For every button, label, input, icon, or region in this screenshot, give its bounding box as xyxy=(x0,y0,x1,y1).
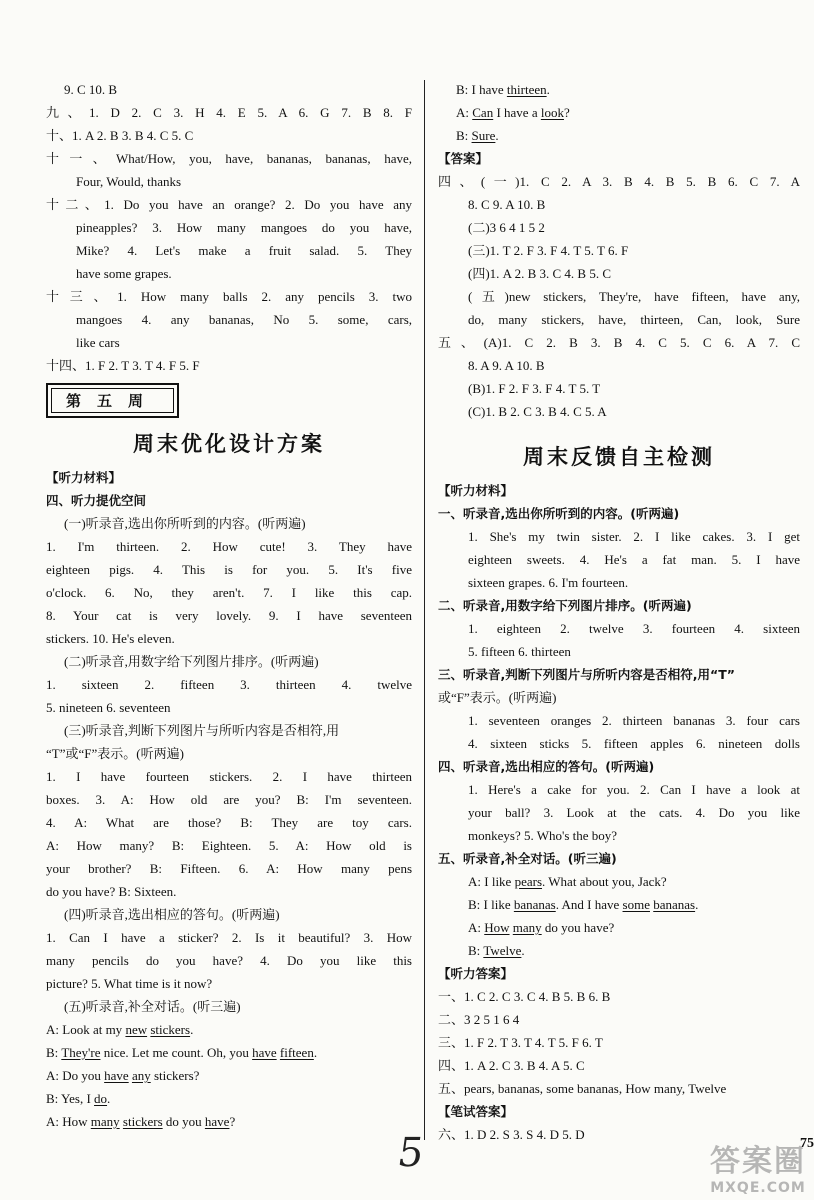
text-line: have some grapes. xyxy=(76,266,172,281)
text-line: monkeys? 5. Who's the boy? xyxy=(468,828,618,843)
text-line: (C)1. B 2. C 3. B 4. C 5. A xyxy=(468,404,607,419)
text-line: (五)new stickers, They're, have fifteen, have any, xyxy=(468,289,800,304)
text-line: pineapples? 3. How many mangoes do you have, xyxy=(76,220,412,235)
text-line: 5. fifteen 6. thirteen xyxy=(468,644,571,659)
watermark-main: 答案圈 xyxy=(710,1144,806,1179)
text-line: your brother? B: Fifteen. 6. A: How many pens xyxy=(46,861,412,876)
text-line: (四)听录音,选出相应的答句。(听两遍) xyxy=(64,907,280,922)
dialog-line: A: How many do you have? xyxy=(468,920,615,935)
text-line: 1. eighteen 2. twelve 3. fourteen 4. sixteen xyxy=(468,621,800,636)
dialog-line: B: Twelve. xyxy=(468,943,525,958)
text-line: 1. I'm thirteen. 2. How cute! 3. They have xyxy=(46,539,412,554)
text-line: your ball? 3. Look at the cats. 4. Do you like xyxy=(468,805,800,820)
text-line: 1. I have fourteen stickers. 2. I have thirteen xyxy=(46,769,412,784)
dialog-line: A: Do you have any stickers? xyxy=(46,1068,200,1083)
text-line: 或“F”表示。(听两遍) xyxy=(438,690,557,705)
text-line: sixteen grapes. 6. I'm fourteen. xyxy=(468,575,629,590)
text-line: 1. seventeen oranges 2. thirteen bananas 3. four cars xyxy=(468,713,800,728)
text-line: 一、听录音,选出你所听到的内容。(听两遍) xyxy=(438,506,680,521)
text-line: 1. Can I have a sticker? 2. Is it beautiful? 3. How xyxy=(46,930,412,945)
text-line: 8. Your cat is very lovely. 9. I have seventeen xyxy=(46,608,412,623)
dialog-line: A: Can I have a look? xyxy=(456,105,570,120)
column-divider xyxy=(424,80,425,1140)
text-line: 5. nineteen 6. seventeen xyxy=(46,700,171,715)
right-column xyxy=(438,78,800,1146)
text-line: 四、听录音,选出相应的答句。(听两遍) xyxy=(438,759,655,774)
text-line: picture? 5. What time is it now? xyxy=(46,976,213,991)
text-line: 三、听录音,判断下列图片与所听内容是否相符,用“T” xyxy=(438,667,735,682)
text-line: 1. sixteen 2. fifteen 3. thirteen 4. twelve xyxy=(46,677,412,692)
text-line: 一、1. C 2. C 3. C 4. B 5. B 6. B xyxy=(438,989,611,1004)
text-line: Mike? 4. Let's make a fruit salad. 5. They xyxy=(76,243,412,258)
text-line: 十四、1. F 2. T 3. T 4. F 5. F xyxy=(46,358,200,373)
text-line: Four, Would, thanks xyxy=(76,174,182,189)
section-title-optimize: 周末优化设计方案 xyxy=(133,432,325,456)
corner-page-number: 75 xyxy=(800,1136,814,1151)
week-label: 第五周 xyxy=(51,388,174,413)
dialog-line: A: How many stickers do you have? xyxy=(46,1114,236,1129)
right-dialog-top xyxy=(438,78,800,147)
text-line: 9. C 10. B xyxy=(64,82,118,97)
text-line: “T”或“F”表示。(听两遍) xyxy=(46,746,184,761)
text-line: stickers. 10. He's eleven. xyxy=(46,631,175,646)
text-line: 1. Here's a cake for you. 2. Can I have a look at xyxy=(468,782,800,797)
text-line: (一)听录音,选出你所听到的内容。(听两遍) xyxy=(64,516,306,531)
text-line: mangoes 4. any bananas, No 5. some, cars, xyxy=(76,312,412,327)
text-line: A: How many? B: Eighteen. 5. A: How old is xyxy=(46,838,412,853)
right-dialog xyxy=(438,870,800,962)
text-line: 【答案】 xyxy=(438,151,489,166)
text-line: eighteen pigs. 4. This is for you. 5. It's five xyxy=(46,562,412,577)
text-line: (四)1. A 2. B 3. C 4. B 5. C xyxy=(468,266,612,281)
text-line: 九、1. D 2. C 3. H 4. E 5. A 6. G 7. B 8. F xyxy=(46,105,412,120)
dialog-line: B: They're nice. Let me count. Oh, you have fifteen. xyxy=(46,1045,318,1060)
text-line: 十三、1. How many balls 2. any pencils 3. two xyxy=(46,289,412,304)
dialog-line: B: I have thirteen. xyxy=(456,82,550,97)
section-title-feedback: 周末反馈自主检测 xyxy=(523,445,715,469)
text-line: 【听力答案】 xyxy=(438,966,514,981)
text-line: 4. A: What are those? B: They are toy cars. xyxy=(46,815,412,830)
text-line: 十、1. A 2. B 3. B 4. C 5. C xyxy=(46,128,194,143)
text-line: 十二、1. Do you have an orange? 2. Do you have any xyxy=(46,197,412,212)
text-line: boxes. 3. A: How old are you? B: I'm seventeen. xyxy=(46,792,412,807)
handwritten-page-number: 5 xyxy=(394,1130,427,1176)
text-line: like cars xyxy=(76,335,120,350)
text-line: (三)1. T 2. F 3. F 4. T 5. T 6. F xyxy=(468,243,629,258)
text-line: 【听力材料】 xyxy=(438,483,514,498)
text-line: 【笔试答案】 xyxy=(438,1104,514,1119)
dialog-line: B: Sure. xyxy=(456,128,499,143)
text-line: 【听力材料】 xyxy=(46,470,122,485)
text-line: 十一、What/How, you, have, bananas, bananas, have, xyxy=(46,151,412,166)
text-line: 四、听力提优空间 xyxy=(46,493,147,508)
text-line: (五)听录音,补全对话。(听三遍) xyxy=(64,999,241,1014)
text-line: 1. She's my twin sister. 2. I like cakes. 3. I get xyxy=(468,529,800,544)
text-line: (B)1. F 2. F 3. F 4. T 5. T xyxy=(468,381,601,396)
text-line: 四、(一)1. C 2. A 3. B 4. B 5. B 6. C 7. A xyxy=(438,174,800,189)
text-line: (三)听录音,判断下列图片与所听内容是否相符,用 xyxy=(64,723,340,738)
text-line: do, many stickers, have, thirteen, Can, look, Sure xyxy=(468,312,800,327)
text-line: 四、1. A 2. C 3. B 4. A 5. C xyxy=(438,1058,585,1073)
text-line: 三、1. F 2. T 3. T 4. T 5. F 6. T xyxy=(438,1035,603,1050)
left-dialog xyxy=(46,1018,412,1133)
dialog-line: A: I like pears. What about you, Jack? xyxy=(468,874,667,889)
text-line: 二、听录音,用数字给下列图片排序。(听两遍) xyxy=(438,598,692,613)
text-line: eighteen sweets. 4. He's a fat man. 5. I have xyxy=(468,552,800,567)
text-line: do you have? B: Sixteen. xyxy=(46,884,177,899)
text-line: 五、pears, bananas, some bananas, How many, Twelve xyxy=(438,1081,727,1096)
text-line: 二、3 2 5 1 6 4 xyxy=(438,1012,520,1027)
text-line: 8. C 9. A 10. B xyxy=(468,197,546,212)
watermark xyxy=(710,1136,806,1196)
dialog-line: B: Yes, I do. xyxy=(46,1091,111,1106)
watermark-sub: MXQE.COM xyxy=(710,1180,806,1196)
left-column xyxy=(46,78,412,1133)
text-line: o'clock. 6. No, they aren't. 7. I like this cap. xyxy=(46,585,412,600)
dialog-line: B: I like bananas. And I have some bananas. xyxy=(468,897,699,912)
dialog-line: A: Look at my new stickers. xyxy=(46,1022,194,1037)
text-line: (二)3 6 4 1 5 2 xyxy=(468,220,545,235)
text-line: 五、(A)1. C 2. B 3. B 4. C 5. C 6. A 7. C xyxy=(438,335,800,350)
text-line: 8. A 9. A 10. B xyxy=(468,358,545,373)
text-line: 4. sixteen sticks 5. fifteen apples 6. nineteen dolls xyxy=(468,736,800,751)
text-line: (二)听录音,用数字给下列图片排序。(听两遍) xyxy=(64,654,319,669)
text-line: 六、1. D 2. S 3. S 4. D 5. D xyxy=(438,1127,585,1142)
week-label-box xyxy=(46,383,179,418)
text-line: 五、听录音,补全对话。(听三遍) xyxy=(438,851,617,866)
text-line: many pencils do you have? 4. Do you like this xyxy=(46,953,412,968)
